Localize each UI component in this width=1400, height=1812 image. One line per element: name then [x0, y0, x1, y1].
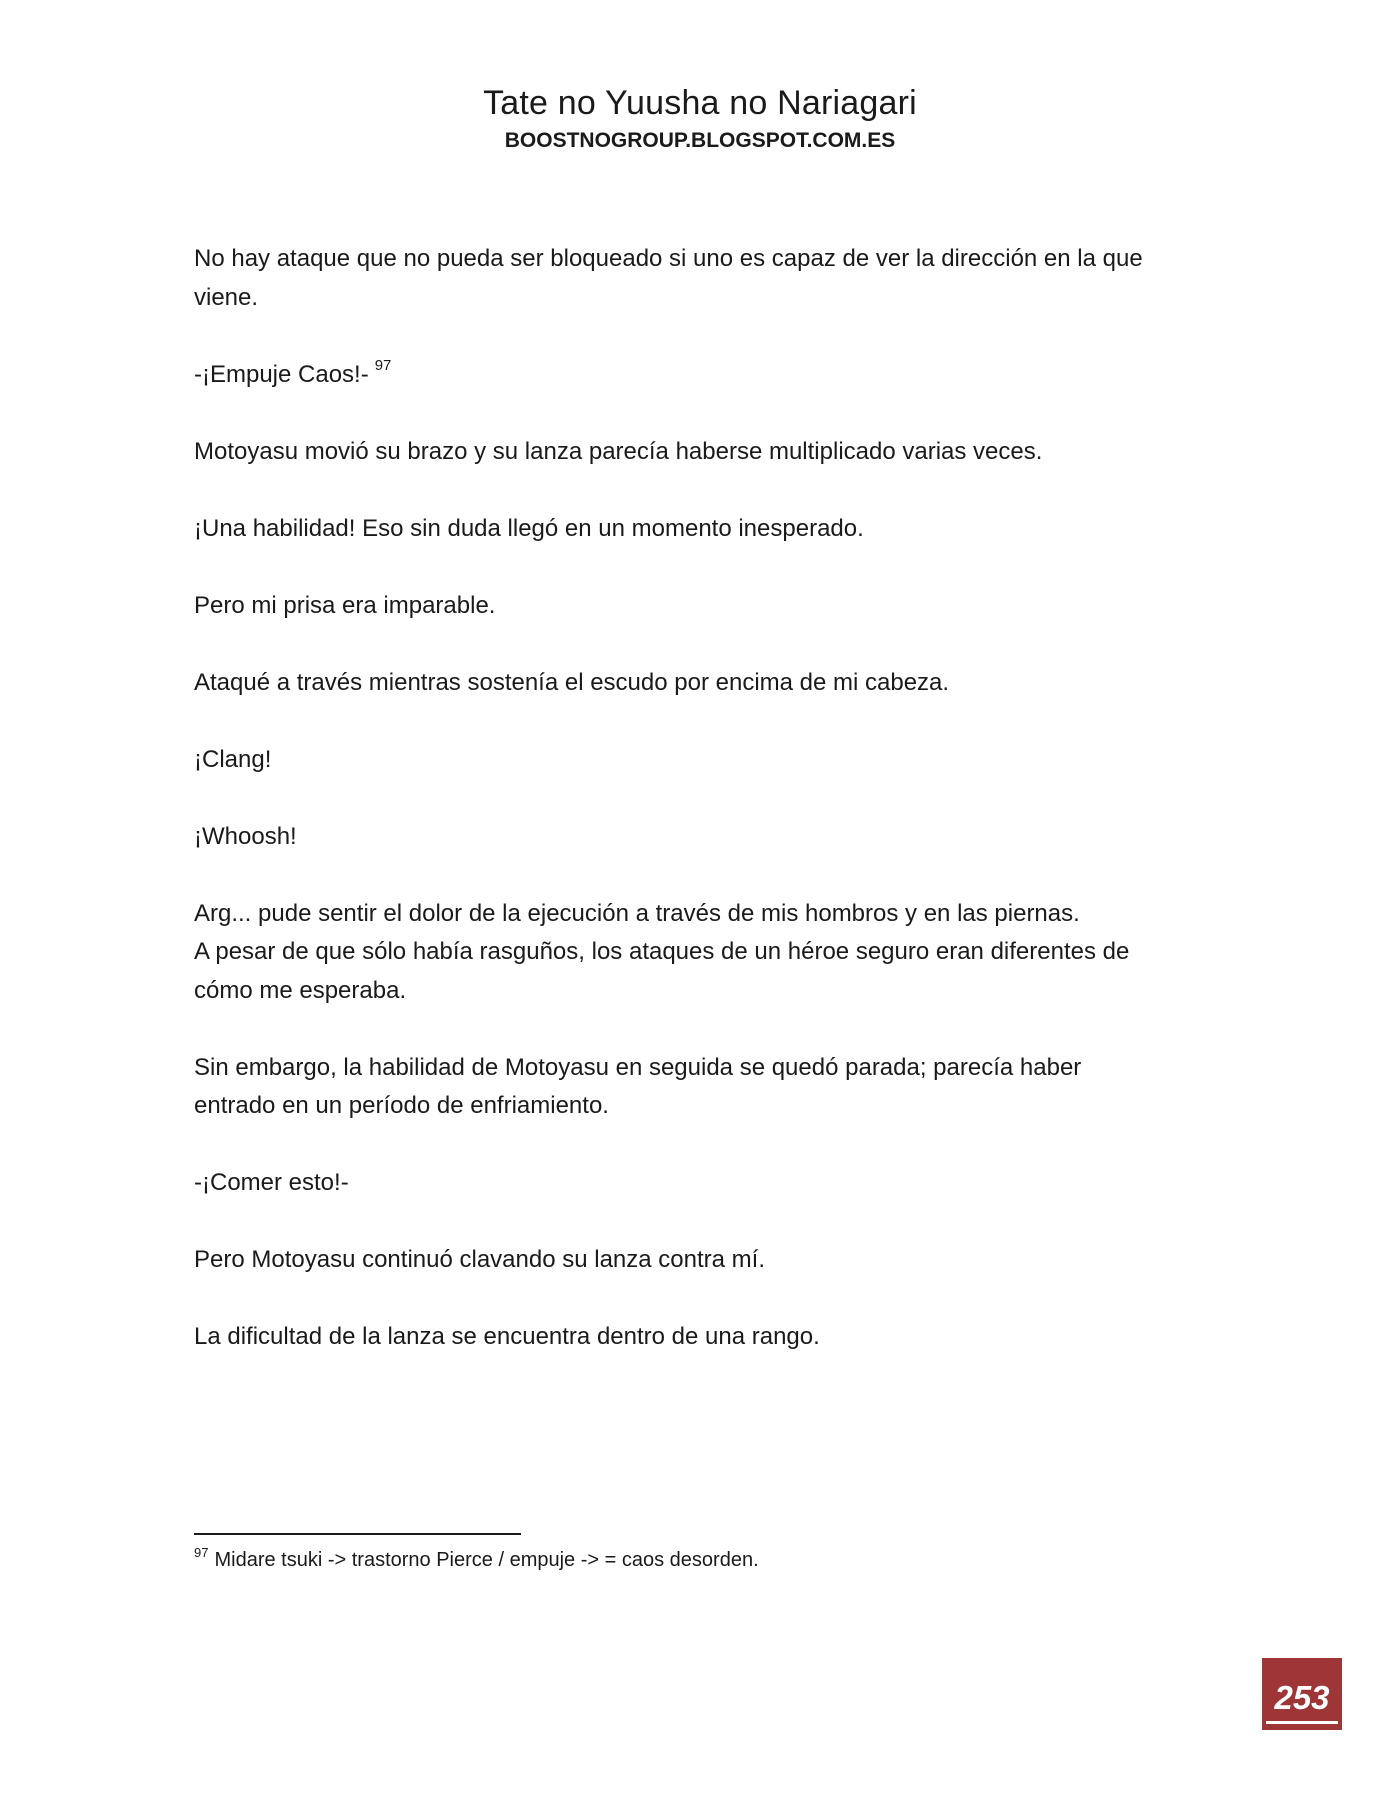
footnote-text: Midare tsuki -> trastorno Pierce / empuje -> = caos desorden.: [214, 1549, 759, 1571]
text-line: A pesar de que sólo había rasguños, los ataques de un héroe seguro eran diferentes de: [194, 938, 1130, 965]
paragraph: [194, 664, 1194, 703]
text-line: Arg... pude sentir el dolor de la ejecución a través de mis hombros y en las piernas.: [194, 899, 1080, 927]
footnote: [194, 1546, 759, 1574]
paragraph: [194, 1318, 1194, 1357]
text-line: ¡Una habilidad! Eso sin duda llegó en un momento inesperado.: [194, 514, 864, 542]
paragraph: [194, 741, 1194, 780]
paragraph: [194, 818, 1194, 857]
page-body: [194, 240, 1194, 1395]
text-line: ¡Clang!: [194, 745, 272, 773]
paragraph: [194, 895, 1194, 1011]
text-line: Ataqué a través mientras sostenía el escudo por encima de mi cabeza.: [194, 668, 950, 696]
text-line: Motoyasu movió su brazo y su lanza parecía haberse multiplicado varias veces.: [194, 437, 1043, 465]
footnote-separator: [194, 1533, 521, 1535]
book-title: Tate no Yuusha no Nariagari: [483, 84, 917, 122]
page-number: 253: [1274, 1679, 1330, 1716]
dialogue-text: -¡Empuje Caos!-: [194, 360, 369, 388]
paragraph: [194, 1049, 1194, 1126]
footnote-reference: 97: [374, 356, 392, 374]
page-header: [0, 82, 1400, 156]
text-line: Pero Motoyasu continuó clavando su lanza contra mí.: [194, 1246, 765, 1273]
paragraph: [194, 1241, 1194, 1280]
text-line: [194, 356, 1194, 395]
paragraph: [194, 240, 1194, 317]
page-number-underline: [1266, 1721, 1338, 1724]
site-url: BOOSTNOGROUP.BLOGSPOT.COM.ES: [504, 129, 896, 152]
paragraph: [194, 510, 1194, 549]
text-line: Sin embargo, la habilidad de Motoyasu en seguida se quedó parada; parecía haber: [194, 1053, 1082, 1081]
footnote-number: 97: [194, 1545, 209, 1560]
text-line: La dificultad de la lanza se encuentra dentro de una rango.: [194, 1323, 820, 1350]
paragraph: [194, 356, 1194, 395]
text-line: entrado en un período de enfriamiento.: [194, 1092, 609, 1119]
text-line: No hay ataque que no pueda ser bloqueado si uno es capaz de ver la dirección en la que: [194, 245, 1143, 272]
text-line: Pero mi prisa era imparable.: [194, 591, 496, 619]
paragraph: [194, 587, 1194, 626]
page-number-badge: [1262, 1658, 1342, 1730]
paragraph: [194, 1164, 1194, 1203]
paragraph: [194, 433, 1194, 472]
text-line: ¡Whoosh!: [194, 822, 297, 850]
text-line: viene.: [194, 283, 259, 311]
text-line: cómo me esperaba.: [194, 976, 407, 1004]
text-line: -¡Comer esto!-: [194, 1169, 349, 1196]
